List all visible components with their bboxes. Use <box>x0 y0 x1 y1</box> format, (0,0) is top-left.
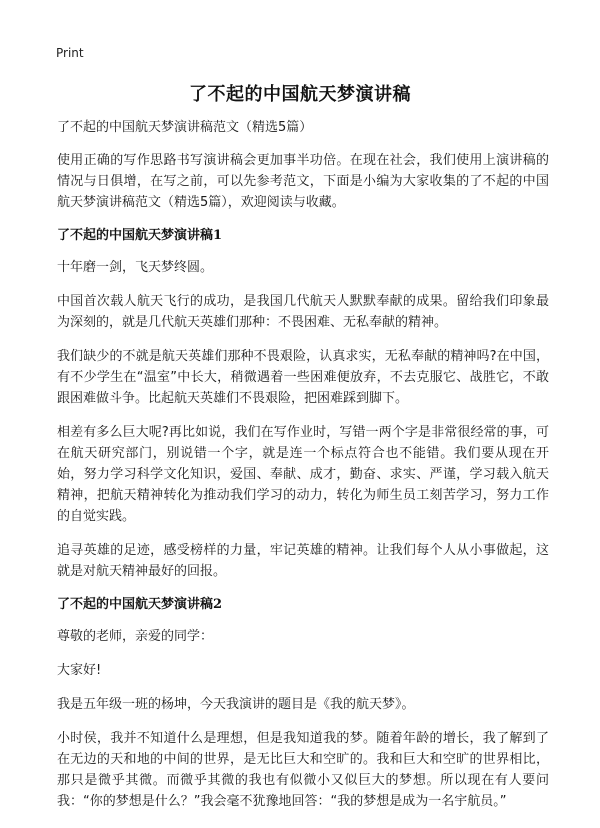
article-body <box>57 118 549 825</box>
paragraph: 中国首次载人航天飞行的成功，是我国几代航天人默默奉献的成果。留给我们印象最为深刻的，就是几代航天英雄们那种：不畏困难、无私奉献的精神。 <box>57 294 549 330</box>
paragraph: 相差有多么巨大呢?再比如说，我们在写作业时，写错一两个字是非常很经常的事，可在航天研究部门，别说错一个字，就是连一个标点符合也不能错。我们要从现在开始，努力学习科学文化知识，爱国、奉献、成才，勤奋、求实、严谨，学习载入航天精神，把航天精神转化为推动我们学习的动力，转化为师生员工刻苦学习，努力工作的自觉实践。 <box>57 425 549 524</box>
intro-paragraph: 使用正确的写作思路书写演讲稿会更加事半功倍。在现在社会，我们使用上演讲稿的情况与日俱增，在写之前，可以先参考范文，下面是小编为大家收集的了不起的中国航天梦演讲稿范文（精选5篇），欢迎阅读与收藏。 <box>57 153 549 210</box>
section-heading: 了不起的中国航天梦演讲稿2 <box>57 597 223 612</box>
paragraph: 我们缺少的不就是航天英雄们那种不畏艰险，认真求实，无私奉献的精神吗?在中国，有不少学生在“温室”中长大，稍微遇着一些困难便放弃，不去克服它、战胜它，不敢跟困难做斗争。比起航天英雄们不畏艰险，把困难踩到脚下。 <box>57 349 549 406</box>
page-title: 了不起的中国航天梦演讲稿 <box>189 84 411 105</box>
article-subtitle: 了不起的中国航天梦演讲稿范文（精选5篇） <box>57 120 313 135</box>
paragraph: 尊敬的老师，亲爱的同学： <box>57 629 214 644</box>
paragraph: 大家好! <box>57 663 102 678</box>
paragraph: 追寻英雄的足迹，感受榜样的力量，牢记英雄的精神。让我们每个人从小事做起，这就是对航天精神最好的回报。 <box>57 543 549 579</box>
section-heading: 了不起的中国航天梦演讲稿1 <box>57 228 223 243</box>
paragraph: 十年磨一剑，飞天梦终圆。 <box>57 260 214 275</box>
print-link[interactable]: Print <box>56 46 84 60</box>
paragraph: 小时侯，我并不知道什么是理想，但是我知道我的梦。随着年龄的增长，我了解到了在无边的天和地的中间的世界，是无比巨大和空旷的。我和巨大和空旷的世界相比，那只是微乎其微。而微乎其微的我也有似微小又似巨大的梦想。所以现在有人要问我：“你的梦想是什么？”我会毫不犹豫地回答：“我的梦想是成为一名宇航员。” <box>57 731 549 809</box>
paragraph: 我是五年级一班的杨坤，今天我演讲的题目是《我的航天梦》。 <box>57 697 415 712</box>
